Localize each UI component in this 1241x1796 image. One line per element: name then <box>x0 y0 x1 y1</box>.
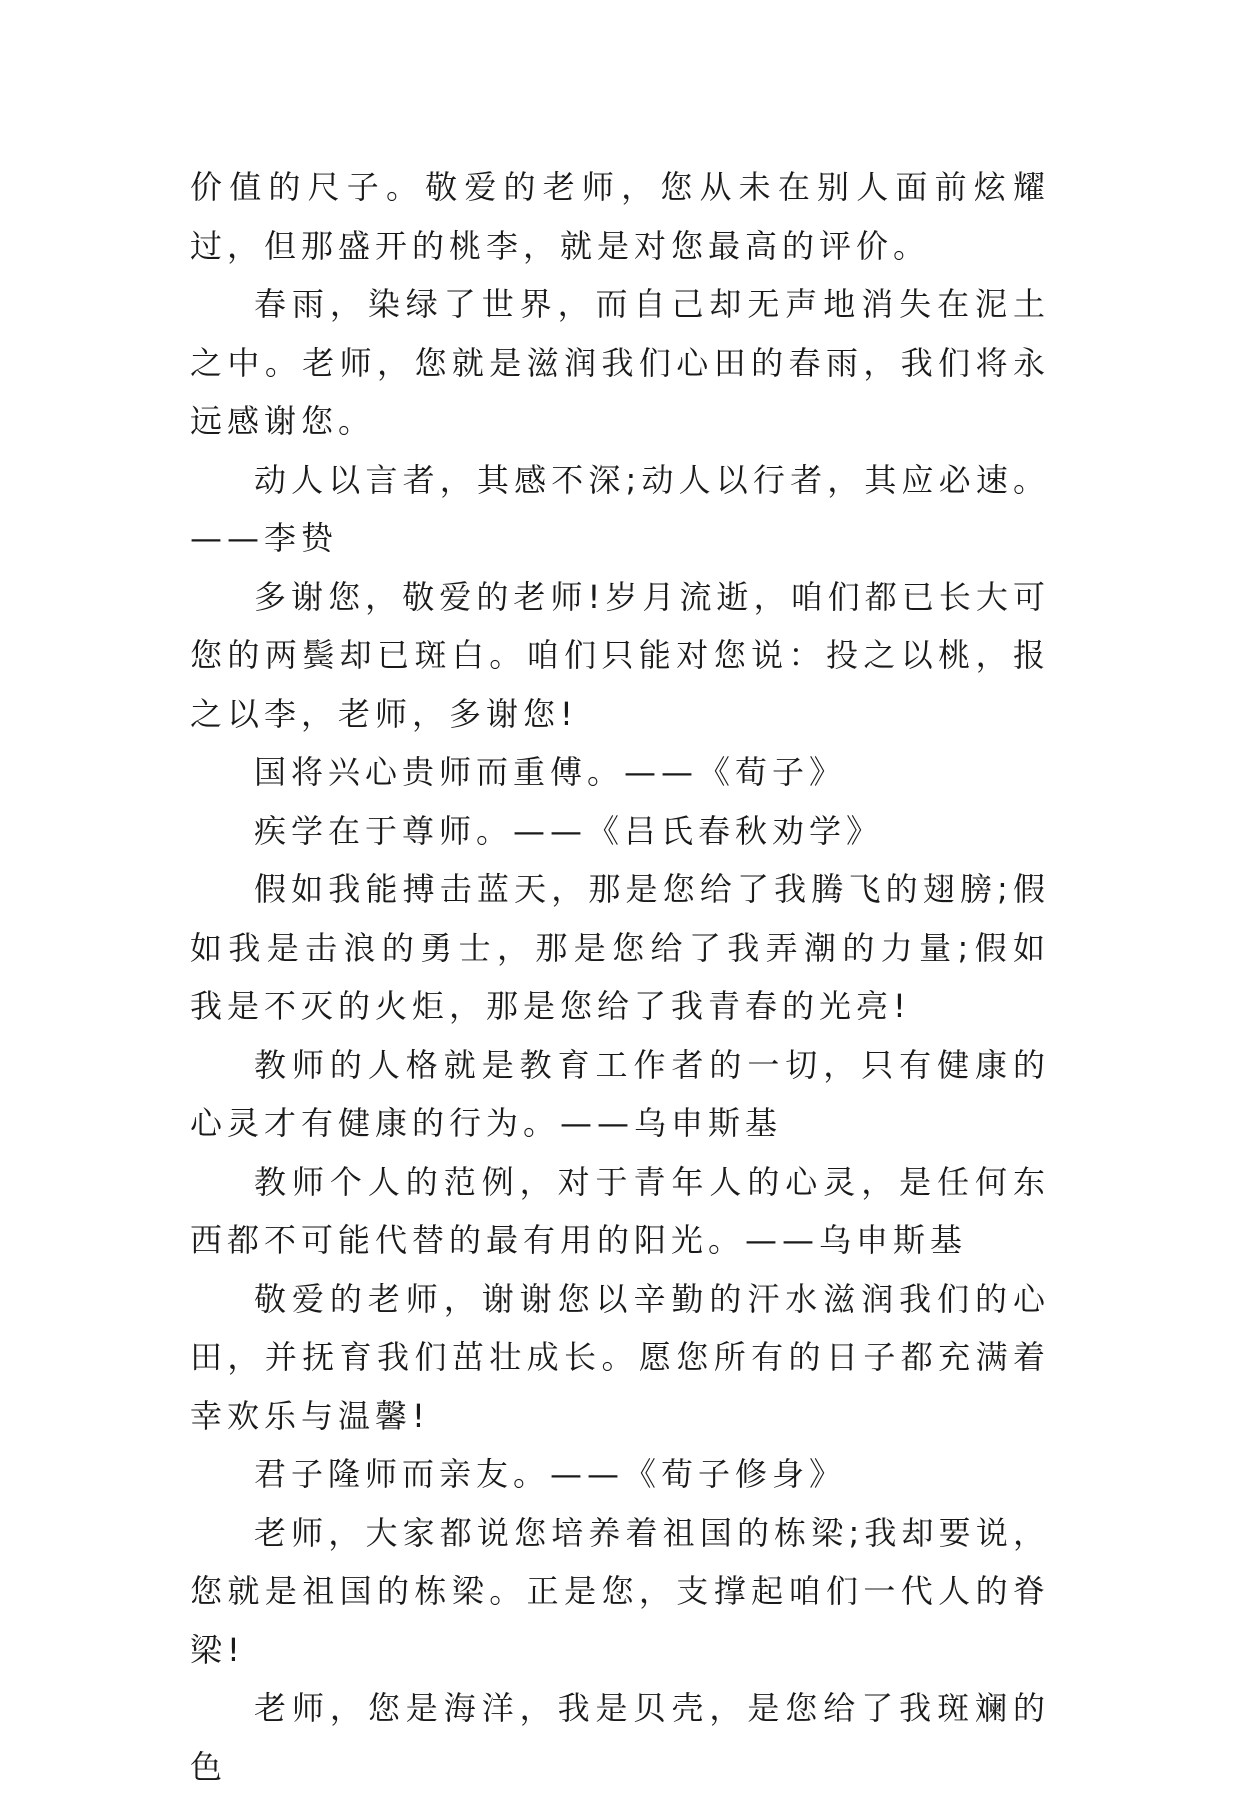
paragraph-10: 敬爱的老师，谢谢您以辛勤的汗水滋润我们的心田，并抚育我们茁壮成长。愿您所有的日子都充满着幸欢乐与温馨! <box>190 1279 1050 1435</box>
paragraph-9: 教师个人的范例，对于青年人的心灵，是任何东西都不可能代替的最有用的阳光。——乌申斯基 <box>190 1162 1050 1259</box>
paragraph-1: 价值的尺子。敬爱的老师，您从未在别人面前炫耀过，但那盛开的桃李，就是对您最高的评价。 <box>190 168 1050 265</box>
paragraph-7: 假如我能搏击蓝天，那是您给了我腾飞的翅膀;假如我是击浪的勇士，那是您给了我弄潮的力量;假如我是不灭的火炬，那是您给了我青春的光亮! <box>190 870 1050 1025</box>
paragraph-6: 疾学在于尊师。——《吕氏春秋劝学》 <box>254 811 884 850</box>
paragraph-11: 君子隆师而亲友。——《荀子修身》 <box>254 1455 847 1493</box>
paragraph-12: 老师，大家都说您培养着祖国的栋梁;我却要说，您就是祖国的栋梁。正是您，支撑起咱们一代人的脊梁! <box>190 1513 1050 1669</box>
document-body <box>190 158 1050 1796</box>
paragraph-8: 教师的人格就是教育工作者的一切，只有健康的心灵才有健康的行为。——乌申斯基 <box>190 1045 1050 1142</box>
paragraph-5: 国将兴心贵师而重傅。——《荀子》 <box>254 753 847 791</box>
paragraph-4: 多谢您，敬爱的老师!岁月流逝，咱们都已长大可您的两鬓却已斑白。咱们只能对您说：投之以桃，报之以李，老师，多谢您! <box>190 577 1050 733</box>
paragraph-13: 老师，您是海洋，我是贝壳，是您给了我斑斓的色 <box>190 1689 1050 1786</box>
paragraph-2: 春雨，染绿了世界，而自己却无声地消失在泥土之中。老师，您就是滋润我们心田的春雨，我们将永远感谢您。 <box>190 285 1050 440</box>
paragraph-3: 动人以言者，其感不深;动人以行者，其应必速。——李贽 <box>190 460 1050 557</box>
